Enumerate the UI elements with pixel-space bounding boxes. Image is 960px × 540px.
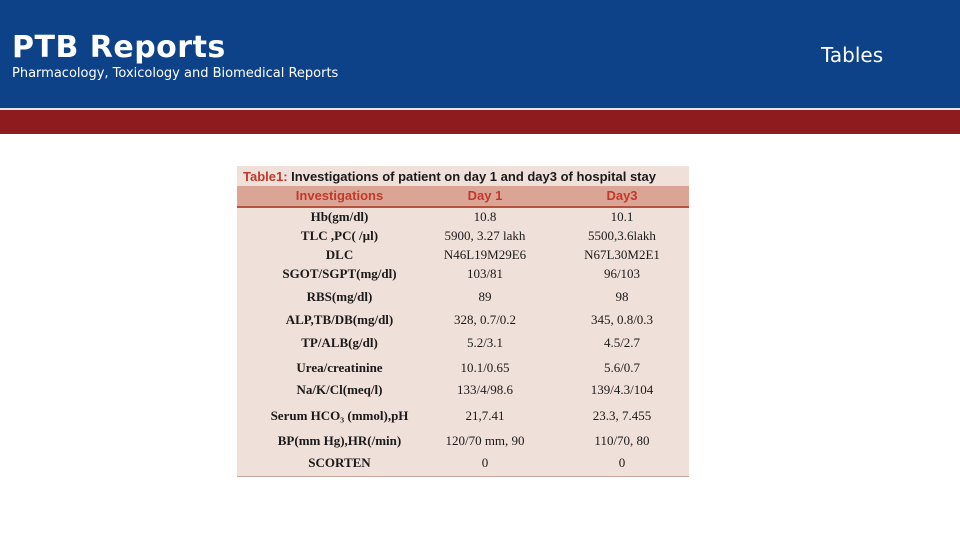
cell-day3: 5.6/0.7 xyxy=(603,360,641,375)
cell-investigation: ALP,TB/DB(mg/dl) xyxy=(285,312,394,327)
cell-investigation: TP/ALB(g/dl) xyxy=(301,335,378,350)
table-row xyxy=(237,264,689,284)
table-title-text: Investigations of patient on day 1 and day3 of hospital stay xyxy=(287,169,656,184)
cell-day1: 21,7.41 xyxy=(465,408,505,423)
table-row xyxy=(237,358,689,378)
cell-day1: 0 xyxy=(481,455,489,470)
cell-day1: 10.8 xyxy=(473,209,497,224)
table-bottom-rule xyxy=(237,476,689,477)
cell-day1: 5900, 3.27 lakh xyxy=(444,228,526,243)
column-header-investigations: Investigations xyxy=(295,188,384,203)
cell-day3: 98 xyxy=(615,289,629,304)
cell-day3: 23.3, 7.455 xyxy=(592,408,652,423)
cell-day3: 110/70, 80 xyxy=(594,433,650,448)
accent-band xyxy=(0,110,960,134)
cell-investigation: SCORTEN xyxy=(308,455,371,470)
cell-investigation: Na/K/Cl(meq/l) xyxy=(296,382,383,397)
brand-subtitle: Pharmacology, Toxicology and Biomedical Reports xyxy=(12,66,339,81)
table-row xyxy=(237,406,689,426)
cell-day1: 10.1/0.65 xyxy=(460,360,510,375)
cell-day3: 5500,3.6lakh xyxy=(588,228,656,243)
table-header-row xyxy=(237,186,689,208)
cell-investigation: RBS(mg/dl) xyxy=(306,289,373,304)
cell-day1: 89 xyxy=(478,289,492,304)
cell-investigation: Urea/creatinine xyxy=(296,360,383,375)
table-title xyxy=(243,169,656,184)
table-row xyxy=(237,310,689,330)
table-row xyxy=(237,207,689,227)
cell-day1: 120/70 mm, 90 xyxy=(445,433,525,448)
table-title-lead: Table1: xyxy=(243,169,288,184)
cell-day3: N67L30M2E1 xyxy=(584,247,660,262)
cell-day3: 345, 0.8/0.3 xyxy=(590,312,654,327)
cell-day1: 103/81 xyxy=(466,266,504,281)
table-row xyxy=(237,380,689,400)
cell-day3: 4.5/2.7 xyxy=(603,335,641,350)
cell-day3: 10.1 xyxy=(610,209,634,224)
column-header-day3: Day3 xyxy=(606,188,638,203)
cell-day1: 328, 0.7/0.2 xyxy=(453,312,517,327)
table-row xyxy=(237,333,689,353)
cell-investigation: Serum HCO₃ (mmol),pH xyxy=(270,408,409,423)
cell-day3: 139/4.3/104 xyxy=(590,382,654,397)
section-label: Tables xyxy=(821,43,884,67)
table-row xyxy=(237,287,689,307)
column-header-day1: Day 1 xyxy=(467,188,503,203)
cell-investigation: Hb(gm/dl) xyxy=(310,209,369,224)
cell-day1: N46L19M29E6 xyxy=(443,247,527,262)
table-row xyxy=(237,453,689,473)
table-figure xyxy=(237,166,689,477)
cell-investigation: BP(mm Hg),HR(/min) xyxy=(277,433,402,448)
cell-day1: 5.2/3.1 xyxy=(466,335,504,350)
table-row xyxy=(237,226,689,246)
cell-day1: 133/4/98.6 xyxy=(457,382,513,397)
cell-day3: 96/103 xyxy=(603,266,641,281)
table-row xyxy=(237,431,689,451)
cell-investigation: TLC ,PC( /µl) xyxy=(300,228,379,243)
cell-day3: 0 xyxy=(618,455,626,470)
cell-investigation: SGOT/SGPT(mg/dl) xyxy=(282,266,397,281)
cell-investigation: DLC xyxy=(325,247,354,262)
table-row xyxy=(237,245,689,265)
brand-title: PTB Reports xyxy=(12,30,226,65)
